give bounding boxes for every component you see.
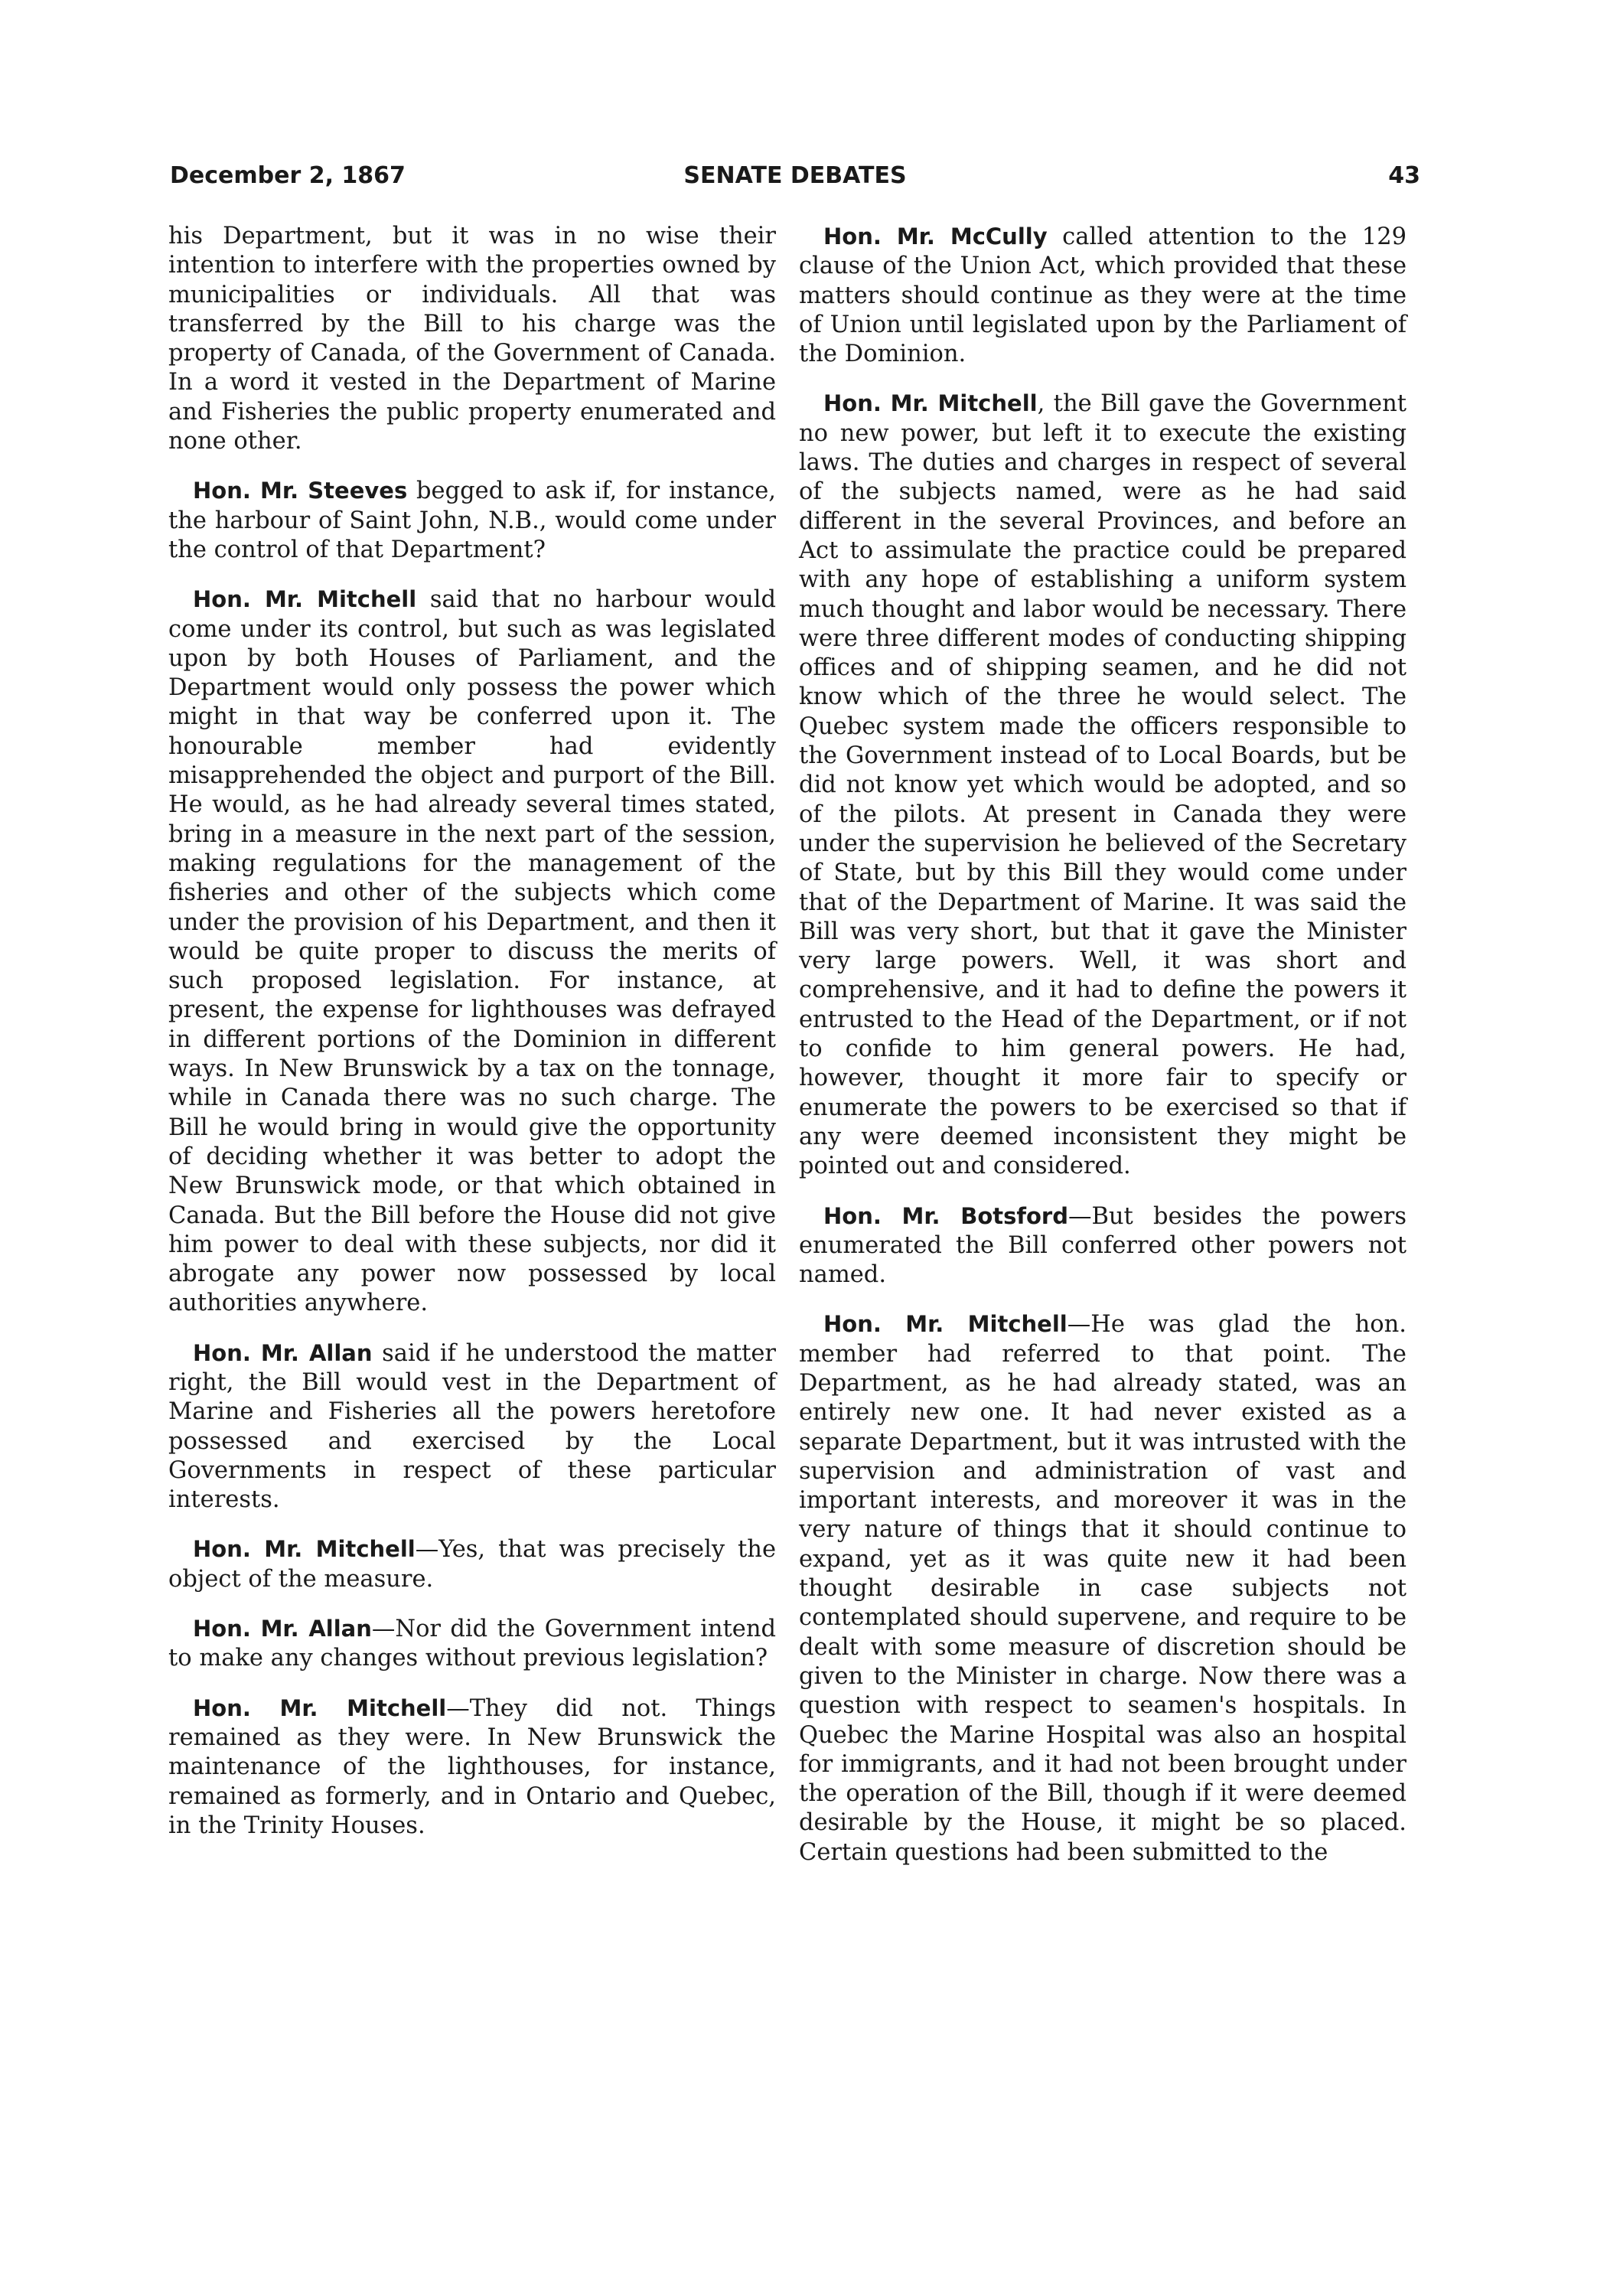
paragraph-text: —But besides the powers enumerated the Bill conferred other powers not named. bbox=[799, 1202, 1407, 1289]
paragraph bbox=[168, 476, 776, 565]
paragraph bbox=[168, 1339, 776, 1515]
paragraph bbox=[168, 1694, 776, 1841]
paragraph-text: , the Bill gave the Government no new power, but left it to execute the existing laws. The duties and charges in respect of several of the subjects named, were as he had said different in the several Provinces, and before an Act to assimulate the practice could be prepared with any hope of establishing a uniform system much thought and labor would be necessary. There were three different modes of conducting shipping offices and of shipping seamen, and he did not know which of the three he would select. The Quebec system made the officers responsible to the Government instead of to Local Boards, but be did not know yet which would be adopted, and so of the pilots. At present in Canada they were under the supervision he believed of the Secretary of State, but by this Bill they would come under that of the Department of Marine. It was said the Bill was very short, but that it gave the Minister very large powers. Well, it was short and comprehensive, and it had to define the powers it entrusted to the Head of the Department, or if not to confide to him general powers. He had, however, thought it more fair to specify or enumerate the powers to be exercised so that if any were deemed inconsistent they might be pointed out and considered. bbox=[799, 390, 1407, 1180]
speaker-name: Hon. Mr. Mitchell bbox=[193, 1694, 447, 1721]
paragraph-text: —He was glad the hon. member had referred to that point. The Department, as he had already stated, was an entirely new one. It had never existed as a separate Department, but it was intrusted with the supervision and administration of vast and important interests, and moreover it was in the very nature of things that it should continue to expand, yet as it was quite new it had been thought desirable in case subjects not contemplated should supervene, and require to be dealt with some measure of discretion should be given to the Minister in charge. Now there was a question with respect to seamen's hospitals. In Quebec the Marine Hospital was also an hospital for immigrants, and it had not been brought under the operation of the Bill, though if it were deemed desirable by the House, it might be so placed. Certain questions had been submitted to the bbox=[799, 1311, 1407, 1866]
paragraph bbox=[168, 585, 776, 1318]
header-date: December 2, 1867 bbox=[170, 162, 406, 189]
paragraph bbox=[799, 1309, 1407, 1867]
speaker-name: Hon. Mr. Allan bbox=[193, 1339, 373, 1366]
right-column bbox=[799, 222, 1407, 1887]
speaker-name: Hon. Mr. Mitchell bbox=[193, 1536, 416, 1563]
paragraph-text: —Nor did the Government intend to make any changes without previous legislation? bbox=[168, 1616, 776, 1672]
paragraph bbox=[168, 1614, 776, 1674]
paragraph bbox=[799, 222, 1407, 369]
speaker-name: Hon. Mr. McCully bbox=[823, 223, 1048, 249]
paragraph-text: begged to ask if, for instance, the harbour of Saint John, N.B., would come under the control of that Department? bbox=[168, 478, 776, 563]
speaker-name: Hon. Mr. Mitchell bbox=[823, 390, 1038, 417]
page-header bbox=[170, 162, 1420, 201]
paragraph-text: said if he understood the matter right, the Bill would vest in the Department of Marine and Fisheries all the powers heretofore possessed and exercised by the Local Governments in respect of these particular interests. bbox=[168, 1339, 776, 1514]
paragraph-text: called attention to the 129 clause of the Union Act, which provided that these matters should continue as they were at the time of Union until legislated upon by the Parliament of the Dominion. bbox=[799, 223, 1407, 368]
paragraph bbox=[168, 222, 776, 456]
speaker-name: Hon. Mr. Botsford bbox=[823, 1202, 1068, 1229]
paragraph-text: —Yes, that was precisely the object of the measure. bbox=[168, 1536, 776, 1593]
paragraph bbox=[168, 1534, 776, 1594]
paragraph bbox=[799, 389, 1407, 1181]
paragraph-text: his Department, but it was in no wise their intention to interfere with the properties owned by municipalities or individuals. All that was transferred by the Bill to his charge was the property of Canada, of the Government of Canada. In a word it vested in the Department of Marine and Fisheries the public property enumerated and none other. bbox=[168, 223, 776, 455]
speaker-name: Hon. Mr. Mitchell bbox=[823, 1311, 1068, 1338]
speaker-name: Hon. Mr. Allan bbox=[193, 1616, 372, 1642]
paragraph-text: said that no harbour would come under its control, but such as was legislated upon by both Houses of Parliament, and the Department would only possess the power which might in that way be conferred upon it. The honourable member had evidently misapprehended the object and purport of the Bill. He would, as he had already several times stated, bring in a measure in the next part of the session, making regulations for the management of the fisheries and other of the subjects which come under the provision of his Department, and then it would be quite proper to discuss the merits of such proposed legislation. For instance, at present, the expense for lighthouses was defrayed in different portions of the Dominion in different ways. In New Brunswick by a tax on the tonnage, while in Canada there was no such charge. The Bill he would bring in would give the opportunity of deciding whether it was better to adopt the New Brunswick mode, or that which obtained in Canada. But the Bill before the House did not give him power to deal with these subjects, nor did it abrogate any power now possessed by local authorities anywhere. bbox=[168, 586, 776, 1317]
speaker-name: Hon. Mr. Mitchell bbox=[193, 586, 417, 613]
speaker-name: Hon. Mr. Steeves bbox=[193, 478, 408, 504]
paragraph bbox=[799, 1202, 1407, 1290]
page-number: 43 bbox=[1388, 162, 1420, 189]
left-column bbox=[168, 222, 776, 1861]
paragraph-text: —They did not. Things remained as they were. In New Brunswick the maintenance of the lighthouses, for instance, remained as formerly, and in Ontario and Quebec, in the Trinity Houses. bbox=[168, 1694, 776, 1839]
header-title: SENATE DEBATES bbox=[683, 162, 907, 189]
